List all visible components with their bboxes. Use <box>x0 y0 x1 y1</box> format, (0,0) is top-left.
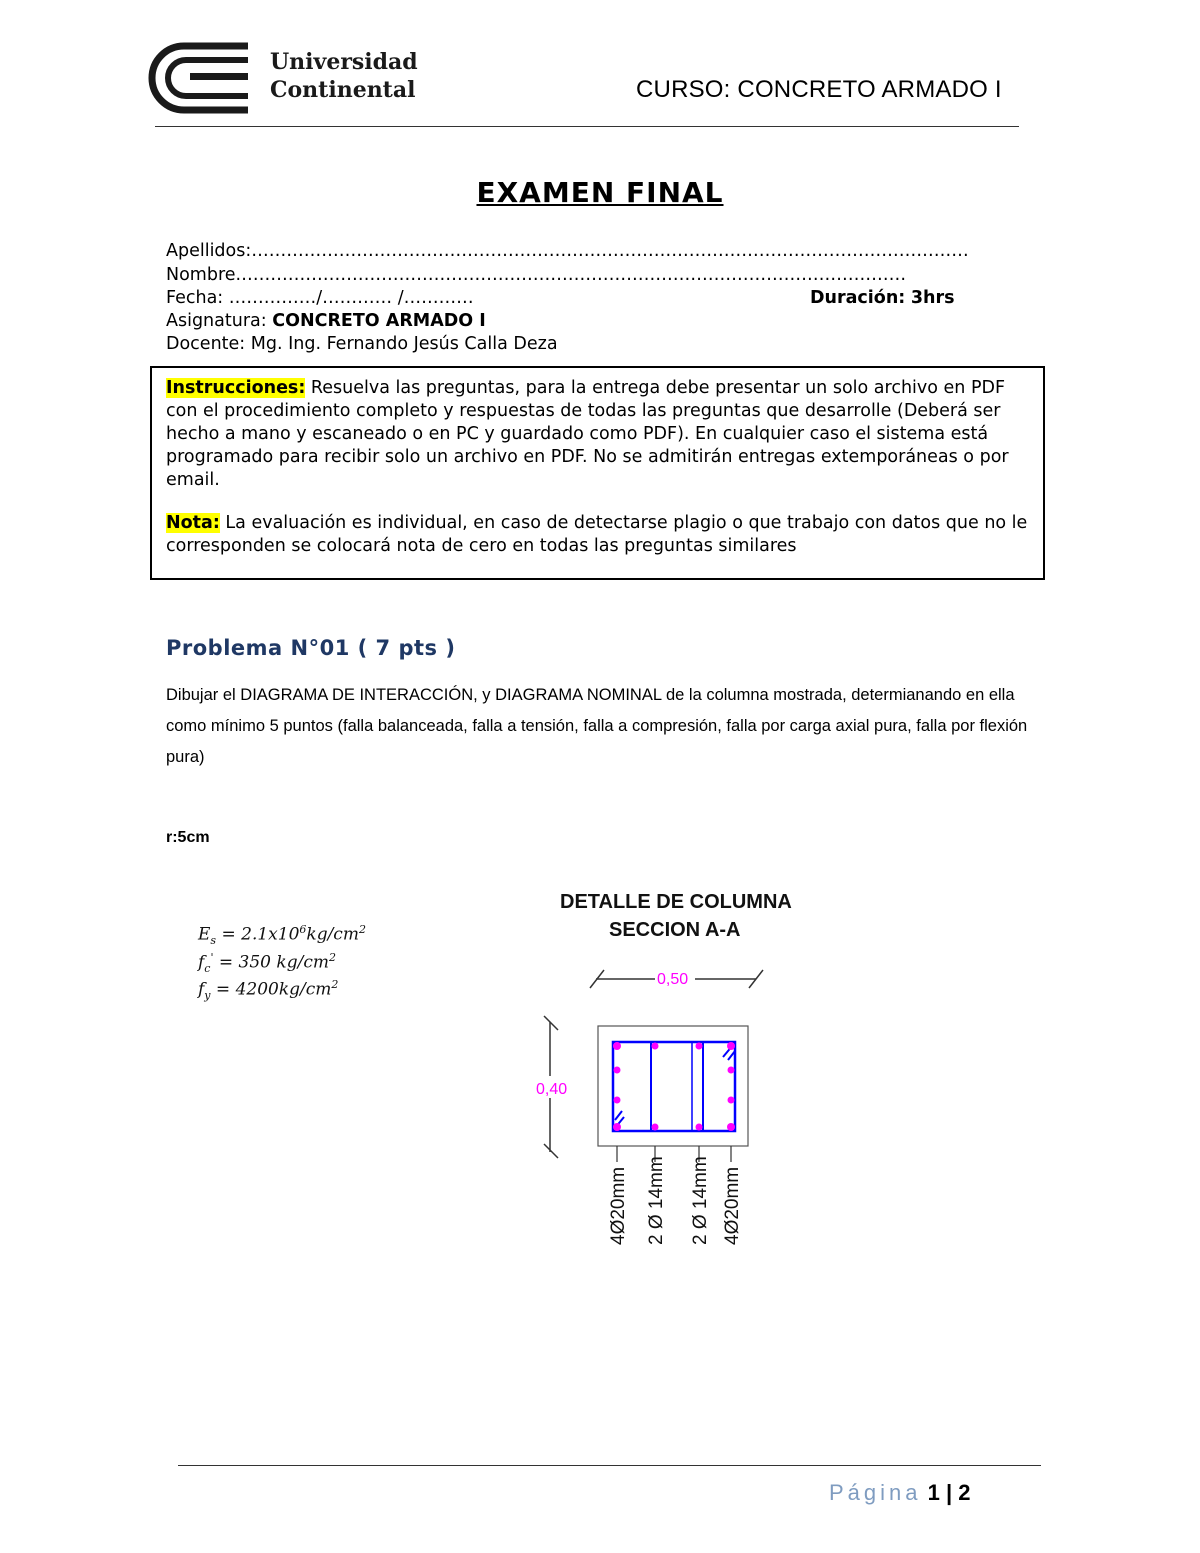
page-total: 2 <box>958 1480 971 1505</box>
bar-label-4: 4Ø20mm <box>722 1166 743 1245</box>
asignatura-field <box>166 310 486 333</box>
instructions-label: Instrucciones: <box>166 378 306 398</box>
duracion-label: Duración: <box>810 288 906 308</box>
university-logo-icon <box>148 42 258 114</box>
duracion-field <box>810 287 955 310</box>
instructions-text <box>166 377 1040 558</box>
height-dim-label: 0,40 <box>536 1081 568 1098</box>
docente-field: Docente: Mg. Ing. Fernando Jesús Calla Deza <box>166 334 558 354</box>
instructions-paragraph <box>166 377 1040 492</box>
university-name <box>270 48 418 104</box>
width-dimension <box>590 968 763 988</box>
height-dimension <box>534 1016 568 1158</box>
rebar-20mm <box>613 1042 621 1050</box>
rebar-20mm <box>614 1097 621 1104</box>
rebar-20mm <box>728 1097 735 1104</box>
bar-label-3: 2 Ø 14mm <box>690 1156 711 1245</box>
bar-label-1: 4Ø20mm <box>608 1166 629 1245</box>
university-name-line1: Universidad <box>270 49 418 75</box>
page-footer <box>829 1480 971 1506</box>
rebar-14mm <box>696 1043 703 1050</box>
problem-statement: Dibujar el DIAGRAMA DE INTERACCIÓN, y DIAGRAMA NOMINAL de la columna mostrada, determianando en ella como mínimo 5 puntos (falla balanceada, falla a tensión, falla a compresión, falla por carga axial pura, falla por flexión pura) <box>166 686 1028 766</box>
detail-subtitle: SECCION A-A <box>609 919 741 941</box>
duracion-value: 3hrs <box>910 288 955 308</box>
rebar-20mm <box>727 1123 735 1131</box>
problem-title: Problema N°01 ( 7 pts ) <box>166 636 456 660</box>
leader-lines <box>617 1146 731 1162</box>
rebar-20mm <box>614 1067 621 1074</box>
rebar-20mm <box>613 1123 621 1131</box>
rebar-14mm <box>652 1043 659 1050</box>
header-divider <box>155 126 1019 127</box>
apellidos-field: Apellidos:…………………………………………………………………………………………………………… <box>166 241 969 261</box>
note-paragraph <box>166 512 1040 558</box>
bar-label-2: 2 Ø 14mm <box>646 1156 667 1245</box>
course-title: CURSO: CONCRETO ARMADO I <box>636 76 1002 103</box>
cover-value: r:5cm <box>166 829 210 846</box>
note-body: La evaluación es individual, en caso de detectarse plagio o que trabajo con datos que no le corresponden se colocará nota de cero en todas las preguntas similares <box>166 513 1028 556</box>
detail-title: DETALLE DE COLUMNA <box>560 891 792 913</box>
width-dim-label: 0,50 <box>657 971 689 988</box>
exam-title: EXAMEN FINAL <box>476 176 724 209</box>
page-separator: | <box>946 1480 953 1505</box>
page-number: 1 <box>927 1480 940 1505</box>
asignatura-label: Asignatura: <box>166 311 267 331</box>
formula-fc: $f_c' = 350$ $kg/cm^2$ <box>198 951 336 976</box>
rebar-14mm <box>696 1124 703 1131</box>
asignatura-value: CONCRETO ARMADO I <box>272 311 486 331</box>
nombre-field: Nombre.…………………………………………………………………………………………………… <box>166 265 907 285</box>
rebar-20mm <box>727 1042 735 1050</box>
column-detail-drawing <box>520 880 820 1260</box>
fecha-field: Fecha: ……………/………… /………… <box>166 288 474 308</box>
footer-divider <box>178 1465 1041 1466</box>
rebar-14mm <box>652 1124 659 1131</box>
formula-es: $E_s = 2.1x10^6kg/cm^2$ <box>198 923 366 948</box>
material-properties <box>168 868 418 1068</box>
page-word: Página <box>829 1480 922 1505</box>
note-label: Nota: <box>166 513 220 533</box>
formula-fy: $f_y = 4200kg/cm^2$ <box>198 978 339 1003</box>
instructions-body: Resuelva las preguntas, para la entrega debe presentar un solo archivo en PDF con el procedimiento completo y respuestas de todas las preguntas que desarrolle (Deberá ser hecho a mano y escaneado o en PC y guardado como PDF). En cualquier caso el sistema está programado para recibir solo un archivo en PDF. No se admitirán entregas extemporáneas o por email. <box>166 378 1009 490</box>
rebar-20mm <box>728 1067 735 1074</box>
university-name-line2: Continental <box>270 77 416 103</box>
